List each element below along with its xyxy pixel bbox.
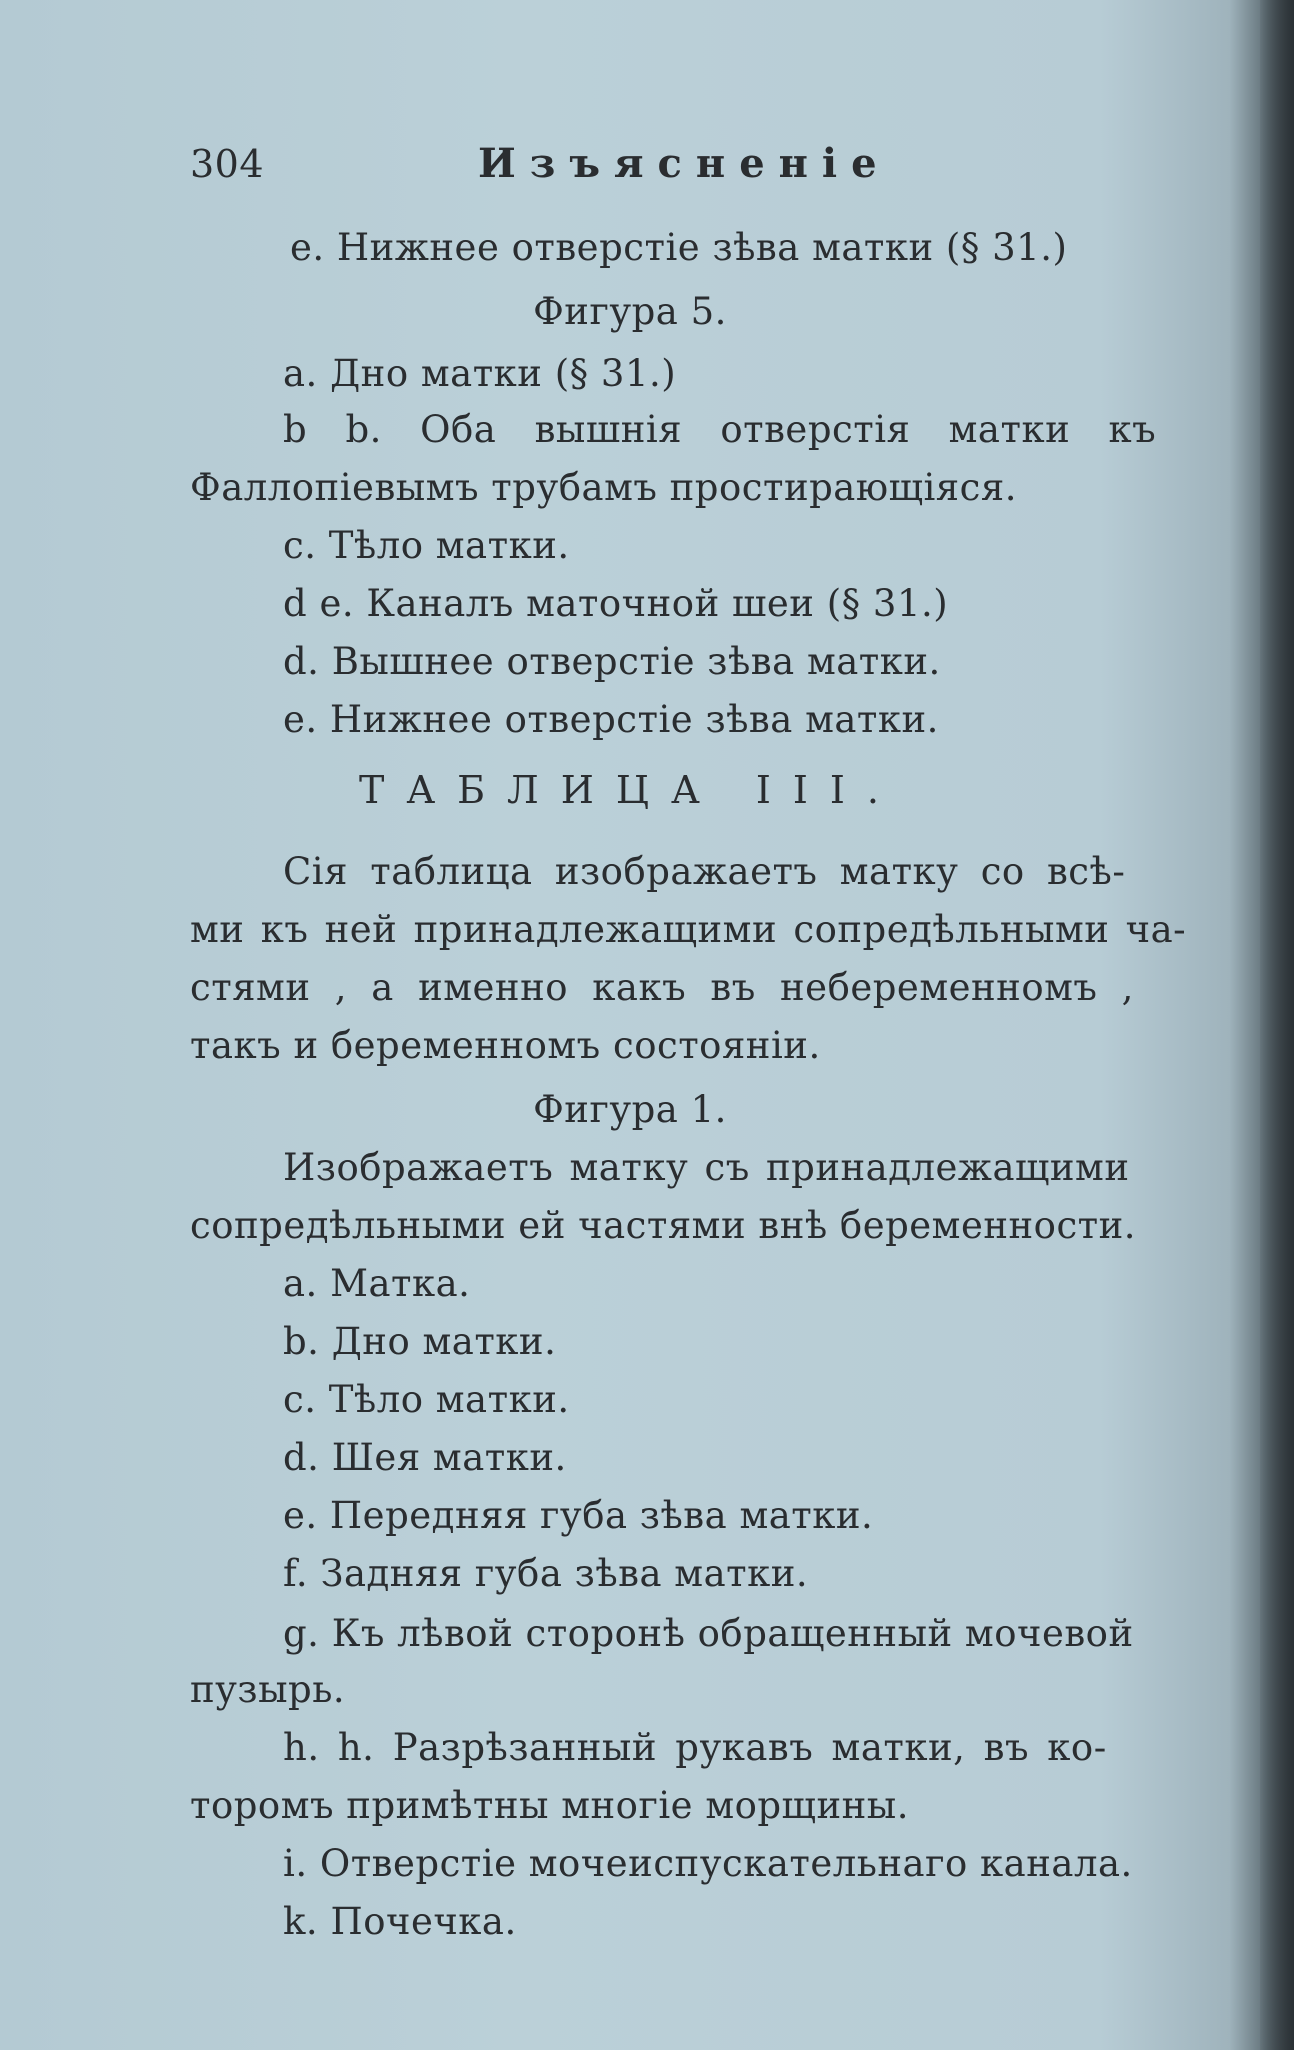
text-line: сопредѣльными ей частями внѣ беременности. bbox=[190, 1204, 1137, 1247]
text-line: b b. Оба вышнія отверстія матки къ bbox=[283, 408, 1157, 451]
list-item: h. h. Разрѣзанный рукавъ матки, въ ко- bbox=[283, 1726, 1107, 1769]
text-line: Изображаетъ матку съ принадлежащими bbox=[283, 1146, 1130, 1189]
figure-heading: Фигура 5. bbox=[533, 290, 727, 333]
table-heading: ТАБЛИЦА III. bbox=[358, 768, 901, 812]
text-line: ми къ ней принадлежащими сопредѣльными ча- bbox=[190, 908, 1187, 951]
text-line: c. Тѣло матки. bbox=[283, 524, 570, 567]
list-item: b. Дно матки. bbox=[283, 1320, 557, 1363]
book-spine-shadow bbox=[1260, 0, 1294, 2050]
list-item-continuation: пузырь. bbox=[190, 1668, 346, 1711]
list-item: d. Шея матки. bbox=[283, 1436, 567, 1479]
list-item: e. Передняя губа зѣва матки. bbox=[283, 1494, 874, 1537]
text-line: e. Нижнее отверстіе зѣва матки. bbox=[283, 698, 939, 741]
list-item: a. Матка. bbox=[283, 1262, 471, 1305]
list-item: c. Тѣло матки. bbox=[283, 1378, 570, 1421]
text-line: a. Дно матки (§ 31.) bbox=[283, 352, 677, 395]
figure-heading: Фигура 1. bbox=[533, 1088, 727, 1131]
text-line: Фаллопіевымъ трубамъ простирающіяся. bbox=[190, 466, 1017, 509]
text-line: d. Вышнее отверстіе зѣва матки. bbox=[283, 640, 941, 683]
list-item-continuation: торомъ примѣтны многіе морщины. bbox=[190, 1784, 909, 1827]
list-item: g. Къ лѣвой сторонѣ обращенный мочевой bbox=[283, 1612, 1134, 1655]
text-line: Сія таблица изображаетъ матку со всѣ- bbox=[283, 850, 1126, 893]
list-item: i. Отверстіе мочеиспускательнаго канала. bbox=[283, 1842, 1133, 1885]
list-item: k. Почечка. bbox=[283, 1900, 517, 1943]
list-item: f. Задняя губа зѣва матки. bbox=[283, 1552, 809, 1595]
text-line: стями , а именно какъ въ небеременномъ , bbox=[190, 966, 1134, 1009]
running-title: Изъясненіе bbox=[478, 140, 891, 187]
text-line: e. Нижнее отверстіе зѣва матки (§ 31.) bbox=[290, 226, 1068, 269]
text-line: такъ и беременномъ состояніи. bbox=[190, 1024, 821, 1067]
page-number: 304 bbox=[190, 142, 265, 186]
text-line: d e. Каналъ маточной шеи (§ 31.) bbox=[283, 582, 949, 625]
